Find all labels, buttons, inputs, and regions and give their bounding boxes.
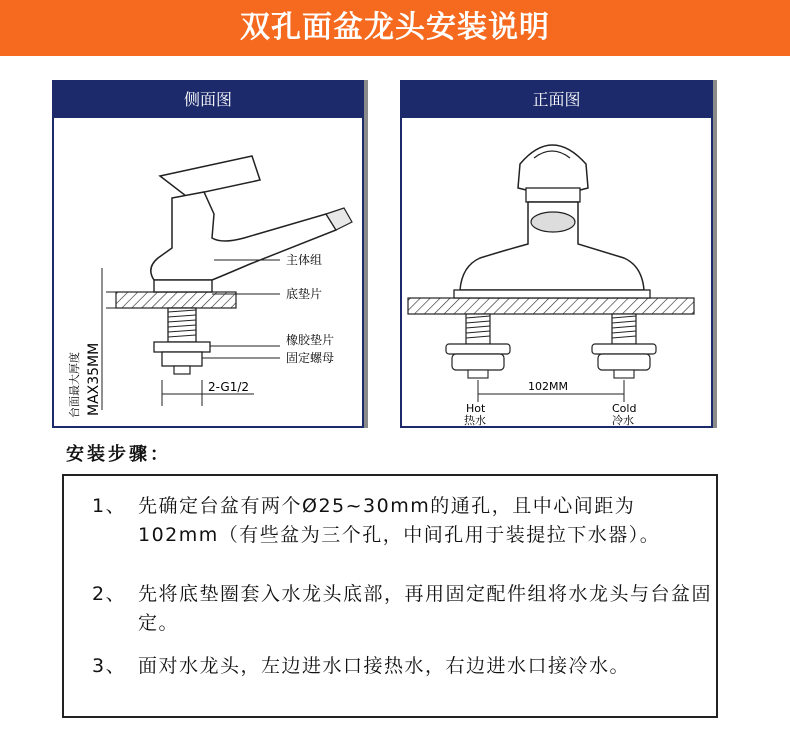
- step-number: 3、: [92, 655, 127, 677]
- label-thickness-cn: 台面最大厚度: [68, 352, 81, 418]
- step-text: 先确定台盆有两个Ø25~30mm的通孔，且中心间距为102mm（有些盆为三个孔，中间孔用于装提拉下水器）。: [138, 495, 661, 546]
- side-view-title: 侧面图: [183, 90, 232, 109]
- lever-base: [526, 188, 580, 202]
- step-text: 先将底垫圈套入水龙头底部，再用固定配件组将水龙头与台盆固定。: [138, 583, 713, 634]
- label-main-body: 主体组: [286, 253, 323, 267]
- label-cold-en: Cold: [612, 402, 637, 415]
- faucet-base: [154, 280, 212, 292]
- front-base-plate: [454, 290, 650, 298]
- label-hot-cn: 热水: [464, 414, 486, 426]
- counter-top-front: [408, 298, 694, 314]
- cold-shank: [592, 314, 656, 378]
- inlet-stub: [174, 366, 190, 374]
- step-number: 2、: [92, 583, 127, 605]
- rubber-gasket-shape: [154, 342, 210, 352]
- step-3: [92, 652, 712, 681]
- step-number: 1、: [92, 495, 127, 517]
- step-1: [92, 492, 712, 550]
- page-title: 双孔面盆龙头安装说明: [240, 10, 550, 45]
- front-aerator: [531, 212, 575, 232]
- step-2: [92, 580, 712, 638]
- hot-shank: [446, 314, 510, 378]
- label-cold-cn: 冷水: [612, 414, 634, 426]
- label-base-gasket: 底垫片: [286, 287, 323, 301]
- side-view-panel: [52, 80, 364, 428]
- front-view-title: 正面图: [532, 90, 581, 109]
- page-banner: [0, 0, 790, 56]
- step-text: 面对水龙头，左边进水口接热水，右边进水口接冷水。: [138, 655, 631, 677]
- label-thread: 2-G1/2: [208, 380, 250, 394]
- label-rubber-gasket: 橡胶垫片: [286, 333, 335, 347]
- faucet-lever: [160, 156, 260, 196]
- steps-heading: 安装步骤：: [66, 444, 171, 465]
- front-view-header: [402, 82, 711, 118]
- label-fixing-nut: 固定螺母: [286, 351, 335, 365]
- steps-box: [62, 474, 718, 718]
- label-spacing: 102MM: [528, 380, 568, 393]
- side-view-header: [54, 82, 362, 118]
- side-view-drawing: [54, 118, 362, 426]
- front-view-panel: [400, 80, 713, 428]
- front-lever: [518, 145, 588, 193]
- label-hot-en: Hot: [466, 402, 486, 415]
- label-thickness-max: MAX35MM: [86, 342, 102, 416]
- fixing-nut-shape: [162, 352, 202, 366]
- front-view-drawing: [402, 118, 711, 426]
